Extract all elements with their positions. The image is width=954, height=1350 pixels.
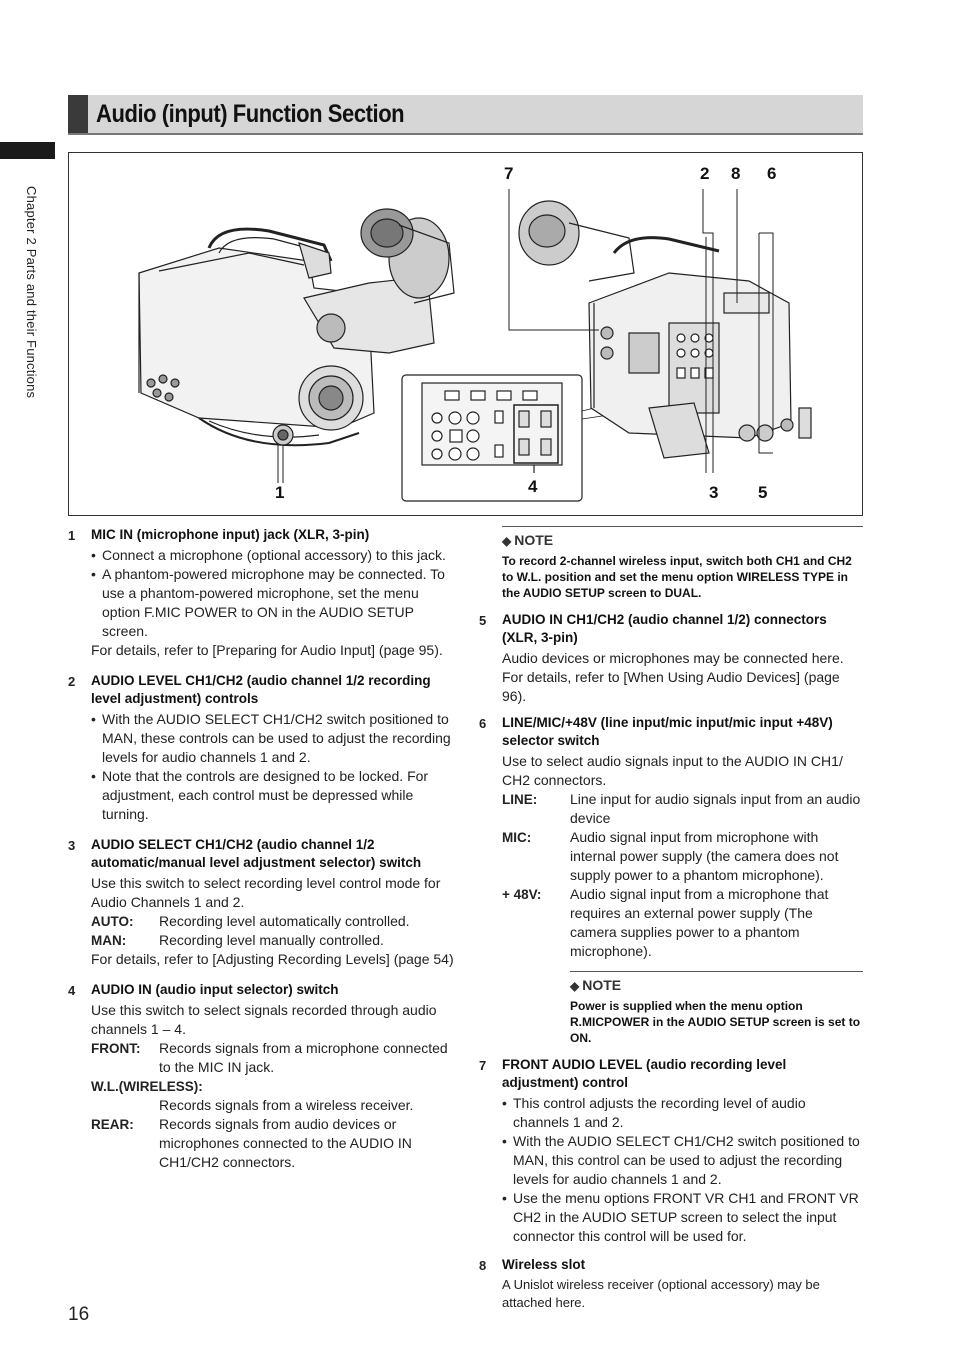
definition-row [91, 912, 456, 931]
definition-row [91, 1115, 456, 1172]
bullet-text: • A phantom-powered microphone may be connected. To use a phantom-powered microphone, set the menu option F.MIC POWER to ON in the AUDIO SETUP screen. [91, 565, 456, 641]
definition-term: MAN: [91, 933, 127, 948]
item-5 [479, 611, 863, 706]
bullet-text: • With the AUDIO SELECT CH1/CH2 switch positioned to MAN, this control can be used to adjust the recording levels for audio channels 1 and 2. [502, 1132, 863, 1189]
item-7 [479, 1056, 863, 1246]
paragraph: Use this switch to select signals recorded through audio channels 1 – 4. [91, 1002, 437, 1037]
camera-figure [68, 152, 863, 516]
callout-7: 7 [504, 164, 514, 183]
definition-term: LINE: [502, 792, 538, 807]
item-title: LINE/MIC/+48V (line input/mic input/mic input +48V) selector switch [502, 715, 833, 748]
camera-illustration [69, 153, 864, 517]
note-heading [570, 976, 863, 996]
chapter-tab-marker [0, 142, 55, 159]
item-title: AUDIO LEVEL CH1/CH2 (audio channel 1/2 recording level adjustment) controls [91, 673, 431, 706]
definition-desc: Recording level manually controlled. [159, 932, 384, 948]
definition-desc: Records signals from a microphone connected to the MIC IN jack. [159, 1040, 448, 1075]
definition-desc: Audio signal input from microphone with internal power supply (the camera does not supply power to a phantom microphone). [570, 829, 839, 883]
page-title: Audio (input) Function Section [96, 100, 405, 128]
left-column [68, 526, 456, 1178]
note-box [502, 526, 863, 601]
definition-desc: Recording level automatically controlled. [159, 913, 410, 929]
definition-row [502, 790, 863, 828]
item-number: 3 [68, 838, 76, 853]
definition-desc: Line input for audio signals input from an audio device [570, 791, 861, 826]
note-heading-label: NOTE [514, 532, 554, 548]
paragraph: For details, refer to [Preparing for Audio Input] (page 95). [91, 642, 443, 658]
item-number: 4 [68, 983, 76, 998]
bullet-text: • Connect a microphone (optional accessory) to this jack. [91, 546, 456, 565]
item-1 [68, 526, 456, 660]
item-2 [68, 672, 456, 824]
definition-term: W.L.(WIRELESS): [91, 1079, 203, 1094]
definition-term: + 48V: [502, 887, 542, 902]
definition-row [502, 828, 863, 885]
definition-desc: Records signals from audio devices or microphones connected to the AUDIO IN CH1/CH2 connectors. [159, 1116, 412, 1170]
diamond-icon: ◆ [502, 534, 512, 548]
item-title: MIC IN (microphone input) jack (XLR, 3-pin) [91, 527, 370, 542]
chapter-label: Chapter 2 Parts and their Functions [24, 186, 39, 399]
item-title: AUDIO IN (audio input selector) switch [91, 982, 339, 997]
item-title: AUDIO IN CH1/CH2 (audio channel 1/2) connectors (XLR, 3-pin) [502, 612, 827, 645]
item-number: 7 [479, 1058, 487, 1073]
definition-row [91, 1039, 456, 1077]
item-number: 2 [68, 674, 76, 689]
paragraph: Use this switch to select recording level control mode for Audio Channels 1 and 2. [91, 875, 441, 910]
callout-5: 5 [758, 483, 768, 502]
definition-desc: Audio signal input from a microphone that requires an external power supply (The camera supplies power to a phantom microphone). [570, 886, 829, 959]
note-box [570, 971, 863, 1046]
paragraph: A Unislot wireless receiver (optional accessory) may be attached here. [502, 1277, 820, 1310]
bullet-text: • With the AUDIO SELECT CH1/CH2 switch positioned to MAN, these controls can be used to adjust the recording levels for audio channels 1 and 2. [91, 710, 456, 767]
callout-1: 1 [275, 483, 285, 502]
diamond-icon: ◆ [570, 979, 580, 993]
item-3 [68, 836, 456, 969]
paragraph: For details, refer to [Adjusting Recording Levels] (page 54) [91, 951, 454, 967]
item-number: 1 [68, 528, 76, 543]
callout-2: 2 [700, 164, 710, 183]
title-accent-block [68, 95, 88, 133]
item-number: 5 [479, 613, 487, 628]
paragraph: Audio devices or microphones may be connected here. For details, refer to [When Using Audio Devices] (page 96). [502, 650, 844, 704]
note-body: To record 2-channel wireless input, switch both CH1 and CH2 to W.L. position and set the menu option WIRELESS TYPE in the AUDIO SETUP screen to DUAL. [502, 554, 852, 600]
definition-term: AUTO: [91, 914, 134, 929]
item-number: 6 [479, 716, 487, 731]
definition-term: MIC: [502, 830, 532, 845]
paragraph: Use to select audio signals input to the AUDIO IN CH1/ CH2 connectors. [502, 753, 843, 788]
note-heading [502, 531, 863, 551]
item-number: 8 [479, 1258, 487, 1273]
page-number: 16 [68, 1304, 90, 1325]
item-4 [68, 981, 456, 1172]
note-body: Power is supplied when the menu option R.MICPOWER in the AUDIO SETUP screen is set to ON. [570, 999, 861, 1045]
section-title-bar [68, 95, 863, 135]
definition-term: FRONT: [91, 1041, 141, 1056]
callout-4: 4 [528, 477, 538, 496]
bullet-text: • This control adjusts the recording level of audio channels 1 and 2. [502, 1094, 863, 1132]
note-heading-label: NOTE [582, 977, 622, 993]
item-title: AUDIO SELECT CH1/CH2 (audio channel 1/2 automatic/manual level adjustment selector) switch [91, 837, 422, 870]
bullet-text: • Use the menu options FRONT VR CH1 and FRONT VR CH2 in the AUDIO SETUP screen to select the input connector this control will be used for. [502, 1189, 863, 1246]
item-6 [479, 714, 863, 961]
bullet-text: • Note that the controls are designed to be locked. For adjustment, each control must be depressed while turning. [91, 767, 456, 824]
definition-row [91, 931, 456, 950]
item-8 [479, 1256, 863, 1312]
callout-8: 8 [731, 164, 741, 183]
definition-term: REAR: [91, 1117, 134, 1132]
right-column [479, 526, 863, 1318]
callout-3: 3 [709, 483, 719, 502]
callout-6: 6 [767, 164, 777, 183]
item-title: Wireless slot [502, 1257, 586, 1272]
definition-row [502, 885, 863, 961]
item-title: FRONT AUDIO LEVEL (audio recording level adjustment) control [502, 1057, 787, 1090]
definition-desc: Records signals from a wireless receiver. [159, 1097, 414, 1113]
